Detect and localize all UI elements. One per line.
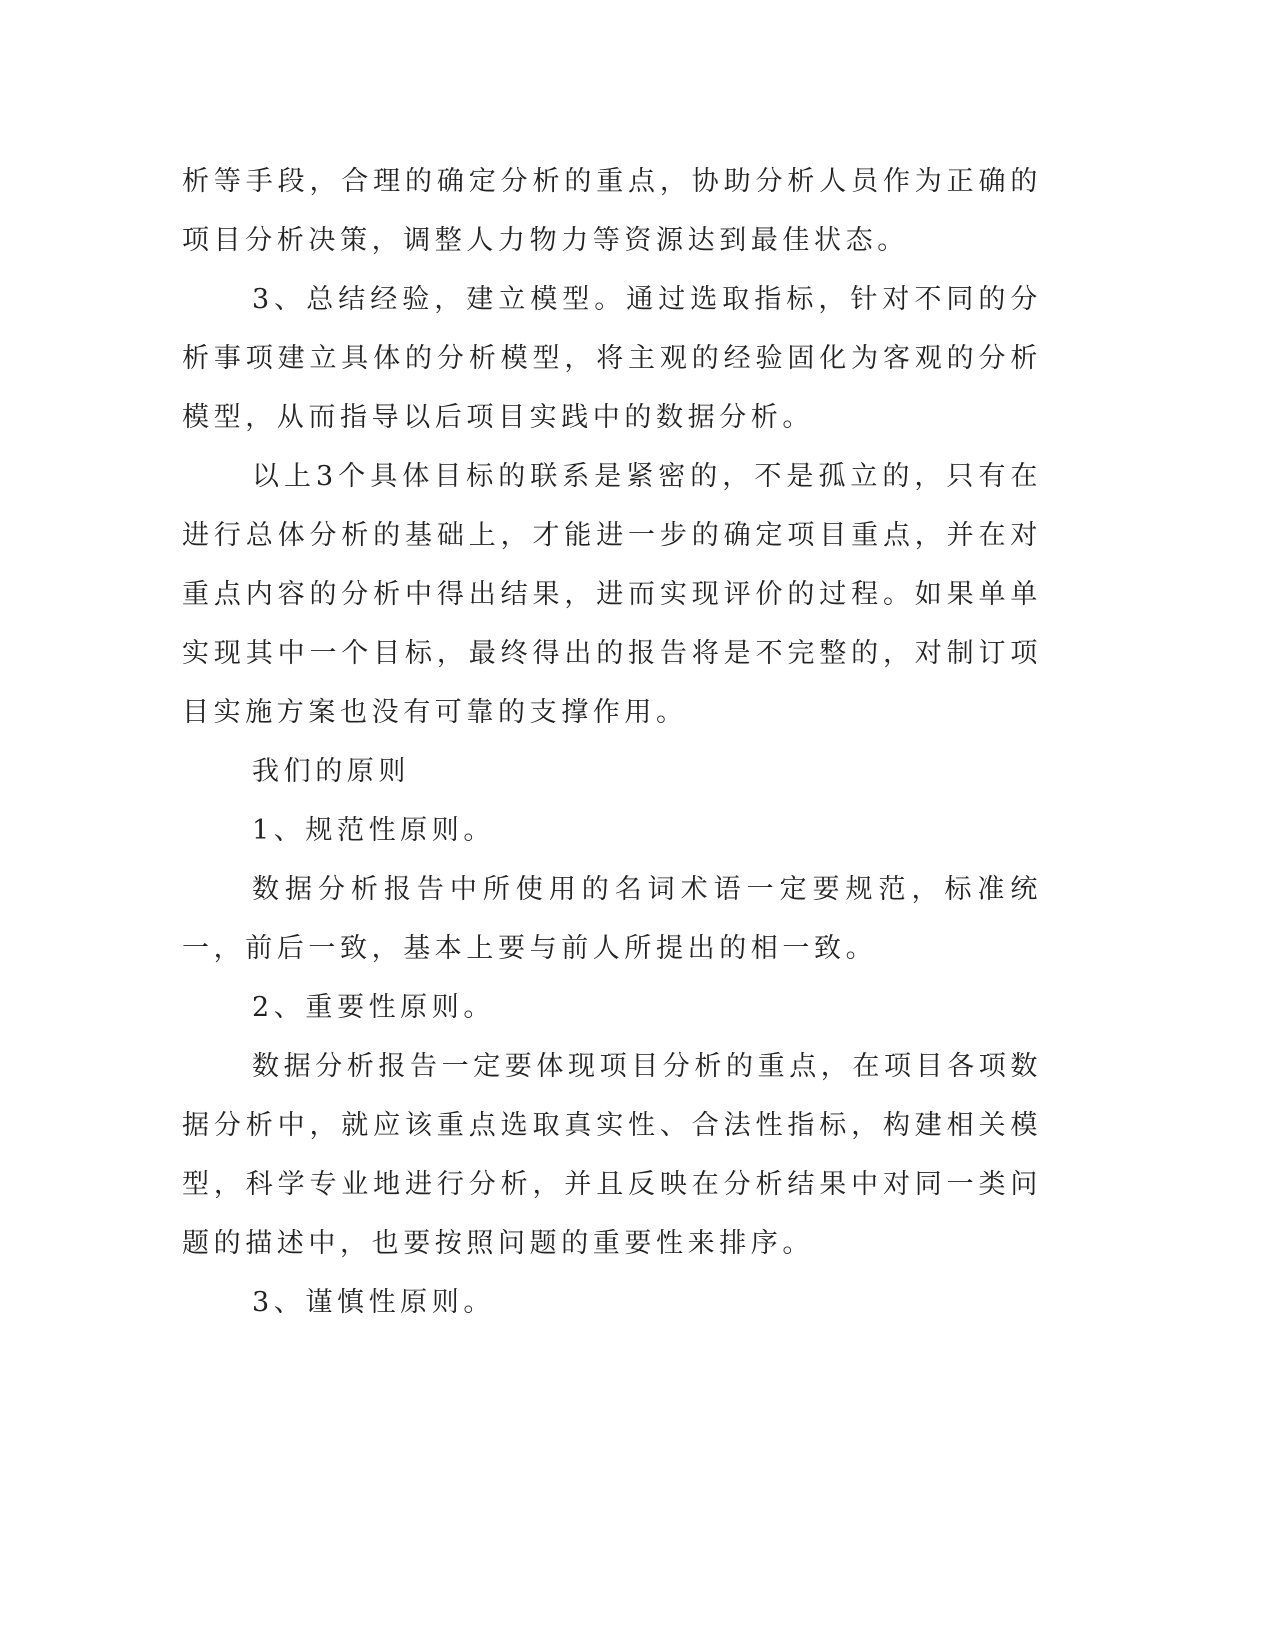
principle-1-body: 数据分析报告中所使用的名词术语一定要规范，标准统一，前后一致，基本上要与前人所提出的相一致。 (182, 874, 1042, 964)
paragraph-goals-relation: 以上3个具体目标的联系是紧密的，不是孤立的，只有在进行总体分析的基础上，才能进一步的确定项目重点，并在对重点内容的分析中得出结果，进而实现评价的过程。如果单单实现其中一个目标，最终得出的报告将是不完整的，对制订项目实施方案也没有可靠的支撑作用。 (182, 461, 1042, 728)
principle-2-title: 2、重要性原则。 (252, 992, 495, 1023)
paragraph-continued-analysis: 析等手段，合理的确定分析的重点，协助分析人员作为正确的项目分析决策，调整人力物力等资源达到最佳状态。 (182, 166, 1042, 256)
document-body (182, 152, 1042, 1332)
paragraph-goal-3: 3、总结经验，建立模型。通过选取指标，针对不同的分析事项建立具体的分析模型，将主观的经验固化为客观的分析模型，从而指导以后项目实践中的数据分析。 (182, 284, 1042, 433)
heading-principles: 我们的原则 (252, 756, 410, 787)
principle-1-title: 1、规范性原则。 (252, 815, 495, 846)
principle-2-body: 数据分析报告一定要体现项目分析的重点，在项目各项数据分析中，就应该重点选取真实性、合法性指标，构建相关模型，科学专业地进行分析，并且反映在分析结果中对同一类问题的描述中，也要按照问题的重要性来排序。 (182, 1051, 1042, 1259)
principle-3-title: 3、谨慎性原则。 (252, 1287, 495, 1318)
